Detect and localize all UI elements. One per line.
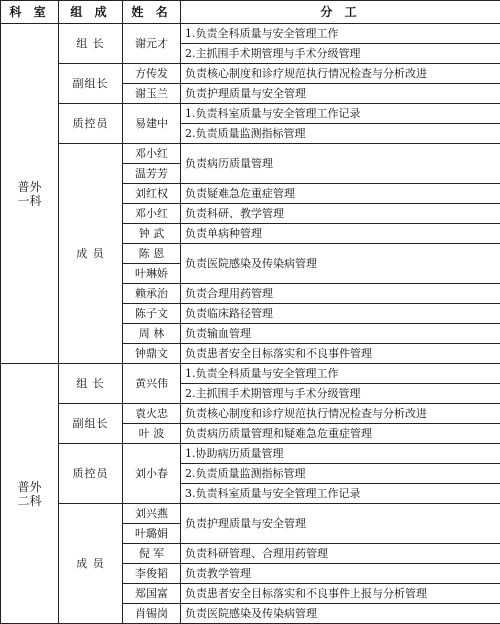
- member-duty: 负责科研、教学管理: [181, 204, 500, 224]
- member-name: 钟鼎文: [123, 344, 181, 364]
- deputy1-duty-1: 负责核心制度和诊疗规范执行情况检查与分析改进: [181, 64, 500, 84]
- member-duty: 负责临床路径管理: [181, 304, 500, 324]
- table-row: [1, 24, 500, 44]
- member-name: 倪 军: [123, 544, 181, 564]
- leader-duty-1b: 2.主抓围手术期管理与手术分级管理: [181, 44, 500, 64]
- member-duty: 负责教学管理: [181, 564, 500, 584]
- leader-name-2: 黄兴伟: [123, 364, 181, 404]
- member-duty: 负责患者安全目标落实和不良事件管理: [181, 344, 500, 364]
- deputy2-duty-1: 负责护理质量与安全管理: [181, 84, 500, 104]
- table-row: [1, 144, 500, 164]
- member-duty: 负责病历质量管理: [181, 144, 500, 184]
- table-row: [1, 444, 500, 464]
- header-name: 姓 名: [123, 1, 181, 24]
- group-qc-1: 质控员: [59, 104, 123, 144]
- qc-duty-1a: 1.负责科室质量与安全管理工作记录: [181, 104, 500, 124]
- member-name: 肖锡岗: [123, 604, 181, 624]
- member-duty: 负责疑难急危重症管理: [181, 184, 500, 204]
- group-qc-2: 质控员: [59, 444, 123, 504]
- member-duty: 负责医院感染及传染病管理: [181, 244, 500, 284]
- table-row: [1, 404, 500, 424]
- member-name: 刘红权: [123, 184, 181, 204]
- table-row: [1, 64, 500, 84]
- header-row: [1, 1, 500, 24]
- member-name: 李俊韬: [123, 564, 181, 584]
- member-name: 周 林: [123, 324, 181, 344]
- qc-duty-2a: 1.协助病历质量管理: [181, 444, 500, 464]
- leader-duty-1a: 1.负责全科质量与安全管理工作: [181, 24, 500, 44]
- group-deputy-1: 副组长: [59, 64, 123, 104]
- member-name: 叶璐娟: [123, 524, 181, 544]
- member-name: 温芳芳: [123, 164, 181, 184]
- dept-cell-1: 普外 一科: [1, 24, 59, 364]
- table-row: [1, 504, 500, 524]
- qc-duty-1b: 2.负责质量监测指标管理: [181, 124, 500, 144]
- leader-duty-2a: 1.负责全科质量与安全管理工作: [181, 364, 500, 384]
- group-leader-2: 组 长: [59, 364, 123, 404]
- member-duty: 负责患者安全目标落实和不良事件上报与分析管理: [181, 584, 500, 604]
- member-name: 刘兴燕: [123, 504, 181, 524]
- group-members-1: 成 员: [59, 144, 123, 364]
- member-name: 陈子文: [123, 304, 181, 324]
- member-duty: 负责单病种管理: [181, 224, 500, 244]
- member-name: 钟 武: [123, 224, 181, 244]
- group-deputy-2: 副组长: [59, 404, 123, 444]
- deputy2-name-1: 谢玉兰: [123, 84, 181, 104]
- member-name: 陈 恩: [123, 244, 181, 264]
- member-duty: 负责合理用药管理: [181, 284, 500, 304]
- member-duty: 负责科研管理、合理用药管理: [181, 544, 500, 564]
- member-duty: 负责医院感染及传染病管理: [181, 604, 500, 624]
- qc-duty-2c: 3.负责科室质量与安全管理工作记录: [181, 484, 500, 504]
- member-name: 邓小红: [123, 144, 181, 164]
- qc-name-2: 刘小春: [123, 444, 181, 504]
- deputy2-duty-2: 负责病历质量管理和疑难急危重症管理: [181, 424, 500, 444]
- table-row: [1, 104, 500, 124]
- deputy1-name-1: 方传发: [123, 64, 181, 84]
- qc-duty-2b: 2.负责质量监测指标管理: [181, 464, 500, 484]
- member-duty: 负责护理质量与安全管理: [181, 504, 500, 544]
- deputy1-name-2: 袁火忠: [123, 404, 181, 424]
- deputy1-duty-2: 负责核心制度和诊疗规范执行情况检查与分析改进: [181, 404, 500, 424]
- leader-duty-2b: 2.主抓围手术期管理与手术分级管理: [181, 384, 500, 404]
- header-group: 组 成: [59, 1, 123, 24]
- member-duty: 负责输血管理: [181, 324, 500, 344]
- member-name: 赖承治: [123, 284, 181, 304]
- member-name: 邓小红: [123, 204, 181, 224]
- member-name: 叶琳娇: [123, 264, 181, 284]
- deputy2-name-2: 叶 波: [123, 424, 181, 444]
- group-members-2: 成 员: [59, 504, 123, 624]
- header-duty: 分 工: [181, 1, 500, 24]
- leader-name-1: 谢元才: [123, 24, 181, 64]
- header-dept: 科 室: [1, 1, 59, 24]
- table-row: [1, 364, 500, 384]
- dept-cell-2: 普外 二科: [1, 364, 59, 624]
- member-name: 郑国富: [123, 584, 181, 604]
- qc-name-1: 易建中: [123, 104, 181, 144]
- group-leader-1: 组 长: [59, 24, 123, 64]
